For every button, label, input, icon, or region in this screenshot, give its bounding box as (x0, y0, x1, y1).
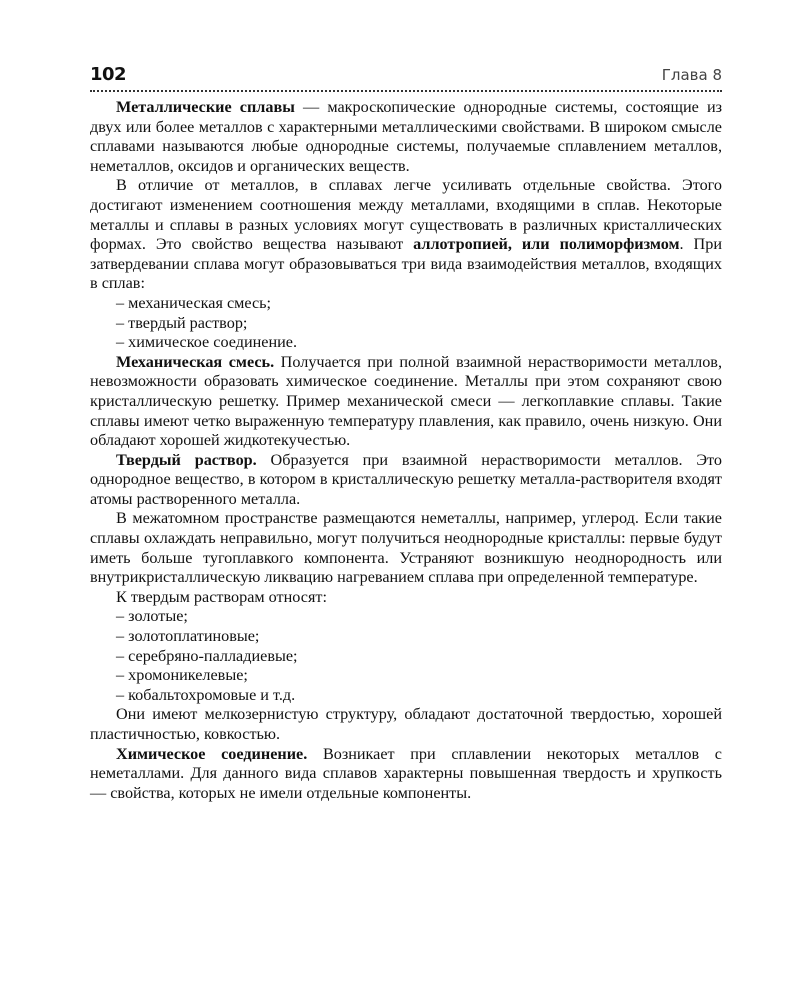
paragraph-text: Возникает при сплавлении некоторых металлов с неметаллами. Для данного вида сплавов характерны повышенная твердость и хрупкость — свойства, которых не имели отдельные компоненты. (90, 744, 722, 802)
paragraph-solid-solutions-intro: К твердым растворам относят: (116, 587, 327, 606)
term-allotropy: аллотропией, или полиморфизмом (413, 235, 680, 254)
paragraph-mechanical-mixture (90, 353, 722, 451)
list-item: – кобальтохромовые и т.д. (116, 685, 296, 704)
book-page (90, 64, 722, 803)
paragraph-text: . При затвердевании сплава могут образовываться три вида взаимодействия металлов, входящих в сплав: (90, 235, 723, 293)
paragraph-alloy-properties (90, 176, 722, 294)
term-metal-alloys: Металлические сплавы (116, 98, 295, 116)
list-item: – твердый раствор; (116, 313, 248, 332)
chapter-label: Глава 8 (661, 66, 722, 84)
list-item: – химическое соединение. (116, 333, 298, 352)
paragraph-solid-solution (90, 451, 722, 510)
list-item: – золотые; (116, 607, 188, 626)
list-item: – золотоплатиновые; (116, 627, 260, 646)
paragraph-interatomic-space: В межатомном пространстве размещаются неметаллы, например, углерод. Если такие сплавы охлаждать неправильно, могут получиться неоднородные кристаллы: первые будут иметь больше тугоплавкого компонента. Устраняют возникшую неоднородность или внутрикристаллическую ликвацию нагреванием сплава при определенной температуре. (90, 509, 722, 587)
paragraph-text: Получается при полной взаимной нерастворимости металлов, невозможности образовать химическое соединение. Металлы при этом сохраняют свою кристаллическую решетку. Пример механической смеси — легкоплавкие сплавы. Такие сплавы имеют четко выраженную температуру плавления, как правило, очень низкую. Они обладают хорошей жидкотекучестью. (90, 352, 722, 450)
paragraph-chemical-compound (90, 745, 722, 804)
paragraph-text: Образуется при взаимной нерастворимости металлов. Это однородное вещество, в котором в кристаллическую решетку металла-растворителя входят атомы растворенного металла. (90, 450, 722, 508)
term-chemical-compound: Химическое соединение. (116, 744, 308, 763)
list-item: – серебряно-палладиевые; (116, 646, 298, 665)
list-item: – механическая смесь; (116, 293, 272, 312)
term-mechanical-mixture: Механическая смесь. (116, 352, 275, 371)
paragraph-text: — макроскопические однородные системы, состоящие из двух или более металлов с характерными металлическими свойствами. В широком смысле сплавами называются любые однородные системы, получаемые сплавлением металлов, неметаллов, оксидов и органических веществ. (90, 98, 722, 175)
list-item: – хромоникелевые; (116, 666, 248, 685)
paragraph-metal-alloys (90, 98, 722, 176)
body-text (90, 98, 722, 803)
page-number: 102 (90, 64, 127, 85)
paragraph-solid-solutions-properties: Они имеют мелкозернистую структуру, обладают достаточной твердостью, хорошей пластичностью, ковкостью. (90, 705, 722, 743)
term-solid-solution: Твердый раствор. (116, 450, 257, 469)
paragraph-text: В отличие от металлов, в сплавах легче усиливать отдельные свойства. Этого достигают изменением соотношения между металлами, входящими в сплав. Некоторые металлы и сплавы в разных условиях могут существовать в различных кристаллических формах. Это свойство вещества называют (90, 176, 722, 254)
running-head (90, 64, 722, 92)
